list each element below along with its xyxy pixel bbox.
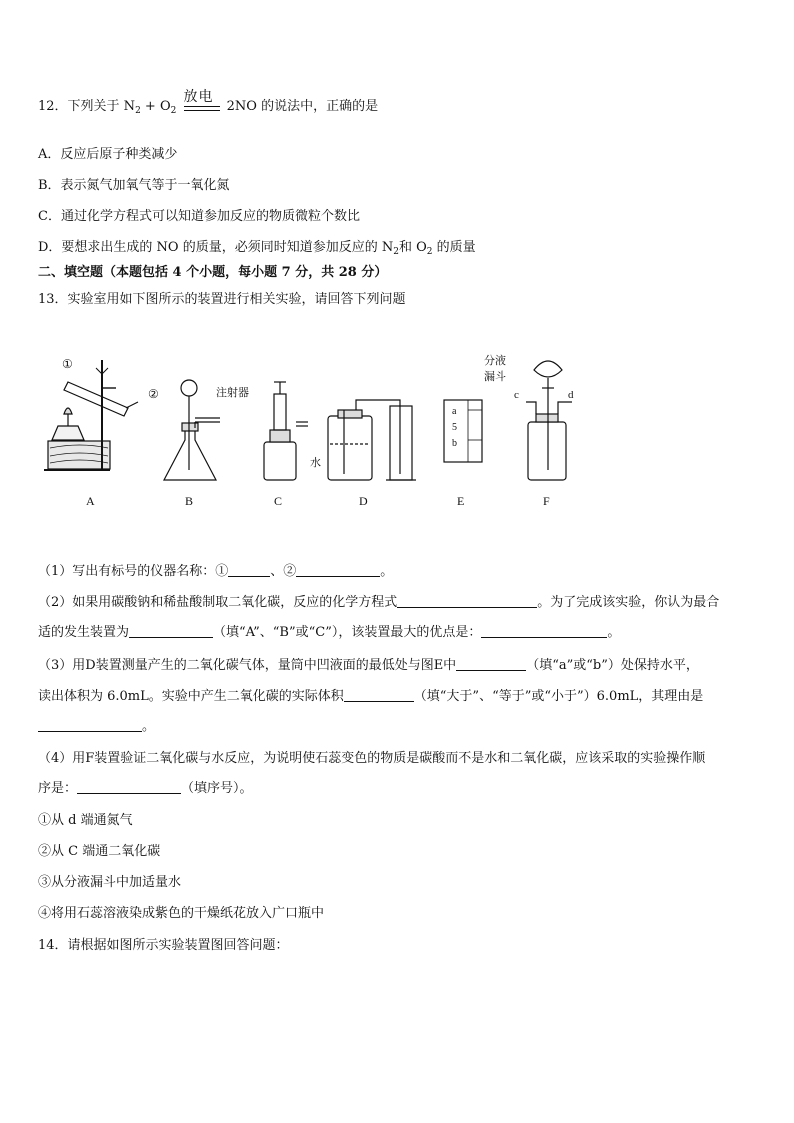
apparatus-c [264,382,308,480]
answer-blank-device[interactable] [129,624,213,638]
port-c-label: c [514,389,519,401]
q12-option-b: B．表示氮气加氧气等于一氧化氮 [38,178,230,193]
q12-stem: 12．下列关于 $N_2 + O_2$ 放电 2NO 的说法中，正确的是 [38,89,379,116]
answer-blank-equation[interactable] [397,594,537,608]
q12-option-d: D．要想求出生成的 NO 的质量，必须同时知道参加反应的 $N_2$和 $O_2$ 的质量 [38,240,476,257]
answer-blank-volume[interactable] [344,688,414,702]
water-label: 水 [310,457,321,469]
answer-blank-level[interactable] [456,657,526,671]
syringe-label: 注射器 [216,387,249,399]
answer-blank-advantage[interactable] [481,624,607,638]
circle-label-2: ② [148,387,159,401]
label-b: B [185,494,194,508]
q14-stem: 14．请根据如图所示实验装置图回答问题： [38,938,289,953]
apparatus-figure [38,330,598,520]
q13-part-1: （1）写出有标号的仪器名称：① 、② 。 [38,564,394,579]
answer-blank-order[interactable] [77,780,181,794]
funnel-label-1: 分液 [484,355,506,367]
answer-blank-2[interactable] [296,563,380,577]
apparatus-a [44,360,138,470]
q13-stem: 13．实验室用如下图所示的装置进行相关实验，请回答下列问题 [38,292,406,307]
section-heading: 二、填空题（本题包括 4 个小题，每小题 7 分，共 28 分） [38,265,388,280]
label-a: A [86,494,95,508]
funnel-label-2: 漏斗 [484,371,506,383]
step-1: ①从 d 端通氮气 [38,813,133,828]
step-4: ④将用石蕊溶液染成紫色的干燥纸花放入广口瓶中 [38,906,325,921]
label-f: F [543,494,550,508]
port-d-label: d [568,389,574,401]
scale-b-label: b [452,438,457,449]
scale-5-label: 5 [452,422,457,433]
label-d: D [359,494,368,508]
q13-part-3-line-3: 。 [38,718,155,736]
q13-part-4-line-2: 序是： （填序号）。 [38,781,253,796]
circle-label-1: ① [62,357,73,371]
q13-part-2-line-1: （2）如果用碳酸钠和稀盐酸制取二氧化碳，反应的化学方程式 。为了完成该实验，你认为最合 [38,595,720,610]
q12-option-c: C．通过化学方程式可以知道参加反应的物质微粒个数比 [38,209,360,224]
apparatus-f [526,361,572,480]
q13-part-3-line-1: （3）用D装置测量产生的二氧化碳气体，量筒中凹液面的最低处与图E中 （填“a”或“b”）处保持水平， [38,658,699,673]
label-c: C [274,494,283,508]
q12-option-a: A．反应后原子种类减少 [38,147,178,162]
step-3: ③从分液漏斗中加适量水 [38,875,182,890]
equals-sign [184,106,220,111]
label-e: E [457,494,465,508]
answer-blank-1[interactable] [228,563,270,577]
q13-part-2-line-2: 适的发生装置为 （填“A”、“B”或“C”），该装置最大的优点是： 。 [38,625,621,640]
step-2: ②从 C 端通二氧化碳 [38,844,161,859]
apparatus-b [164,380,220,480]
q13-part-3-line-2: 读出体积为 6.0mL。实验中产生二氧化碳的实际体积 （填“大于”、“等于”或“小于”）6.0mL，其理由是 [38,689,704,704]
apparatus-e [444,400,482,462]
apparatus-d [328,400,416,480]
q13-part-4-line-1: （4）用F装置验证二氧化碳与水反应，为说明使石蕊变色的物质是碳酸而不是水和二氧化碳，应该采取的实验操作顺 [38,751,706,766]
scale-a-label: a [452,406,457,417]
answer-blank-reason[interactable] [38,718,142,732]
